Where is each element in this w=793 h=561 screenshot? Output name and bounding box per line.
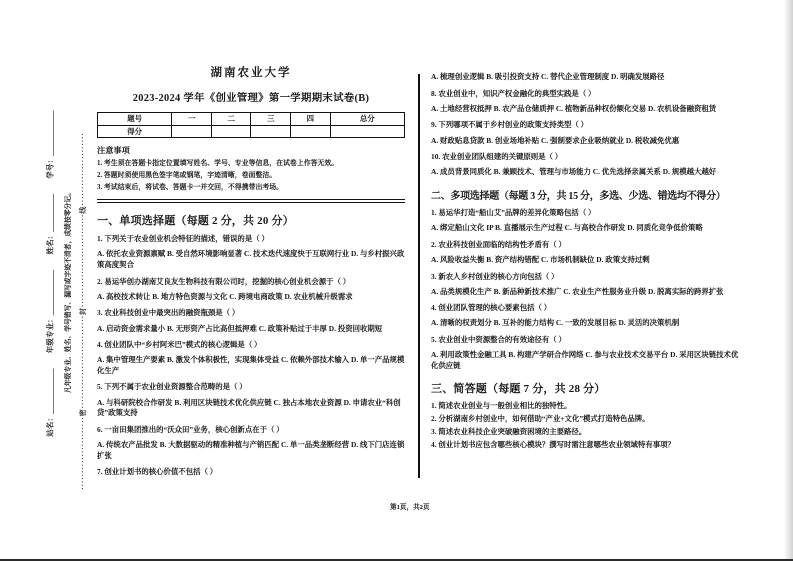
- question-options: A. 土地经营权抵押 B. 农产品仓储质押 C. 植物新品种权份额化交易 D. 农机设备融资租赁: [431, 103, 717, 113]
- notice-item: 1. 考生须在答题卡指定位置填写姓名、学号、专业等信息，在试卷上作答无效。: [97, 159, 339, 167]
- question-options: A. 利用政策性金融工具 B. 构建产学研合作网络 C. 参与农业技术交易平台 D. 采用区块链技术优化供应链: [431, 350, 739, 370]
- section-heading-multi-choice: 二、多项选择题（每题 3 分，共 15 分，多选、少选、错选均不得分）: [431, 190, 726, 202]
- seal-dotted-line: ······················密····························封····························线······················: [79, 132, 87, 490]
- score-label-cell: 得分: [98, 125, 172, 138]
- question-options: A. 品类规模化生产 B. 新品种新技术推广 C. 农业生产性服务业升级 D. 脱离实际的跨界扩张: [431, 286, 724, 296]
- question-options: A. 财政贴息贷款 B. 创业场地补贴 C. 强制要求企业吸纳就业 D. 税收减免优惠: [431, 135, 680, 145]
- question-stem: 7. 创业计划书的核心价值不包括（ ）: [97, 467, 218, 477]
- section-divider: [97, 199, 405, 204]
- score-table-header-cell: 一: [172, 113, 212, 126]
- question-stem: 9. 下列哪项不属于乡村创业的政策支持类型（ ）: [431, 120, 589, 130]
- question-stem: 5. 下列不属于农业创业资源整合范畴的是（ ）: [97, 382, 247, 392]
- question-stem: 8. 农业创业中，知识产权金融化的典型实践是（ ）: [431, 88, 596, 98]
- question-options: A. 与科研院校合作研发 B. 利用区块链技术优化供应链 C. 独占本地农业资源 D. 申请农业“科创贷”政策支持: [97, 397, 401, 418]
- short-answer-item: 2. 分析湖南乡村创业中，如何借助“产业+文化”模式打造特色品牌。: [431, 414, 650, 424]
- question-stem: 4. 创业团队中“乡村阿米巴”模式的核心逻辑是（ ）: [97, 340, 262, 350]
- short-answer-item: 3. 简述农业科技企业突破融资困境的主要路径。: [431, 427, 587, 437]
- score-table-header-cell: 二: [211, 113, 251, 126]
- score-table-header-cell: 三: [251, 113, 291, 126]
- question-stem: 3. 新农人乡村创业的核心方向包括（ ）: [431, 271, 559, 281]
- score-table: [97, 112, 405, 138]
- short-answer-item: 4. 创业计划书应包含哪些核心模块？撰写时需注意哪些农业领域特有事项？: [431, 439, 675, 449]
- question-options: A. 高校技术转让 B. 地方特色资源与文化 C. 跨境电商政策 D. 农业机械升级需求: [97, 291, 353, 301]
- question-stem: 5. 农业创业中资源整合的有效途径有（ ）: [431, 335, 566, 345]
- question-options: A. 绑定船山文化 IP B. 直播展示生产过程 C. 与高校合作研发 D. 同质化竞争低价策略: [431, 223, 703, 233]
- score-cell: [330, 125, 404, 138]
- score-cell: [291, 125, 331, 138]
- question-options: A. 梳理创业逻辑 B. 吸引投资支持 C. 替代企业管理制度 D. 明确发展路径: [431, 72, 665, 81]
- score-table-header-cell: 四: [291, 113, 331, 126]
- question-options: A. 成员背景同质化 B. 兼顾技术、管理与市场能力 C. 优先选择亲属关系 D. 规模越大越好: [431, 167, 717, 177]
- section-heading-short-answer: 三、简答题（每题 7 分，共 28 分）: [431, 383, 606, 396]
- score-table-score-row: [98, 125, 405, 138]
- university-title: 湖南农业大学: [210, 67, 292, 79]
- exam-title: 2023-2024 学年《创业管理》第一学期期末试卷(B): [132, 93, 370, 104]
- question-options: A. 启动资金需求量小 B. 无形资产占比高但抵押难 C. 政策补贴过于丰厚 D. 投资回收期短: [97, 323, 383, 333]
- notice-title: 注意事项: [97, 146, 130, 155]
- question-stem: 1. 易运华打造“船山艾”品牌的差异化策略包括（ ）: [431, 207, 596, 217]
- right-column: [431, 64, 743, 450]
- score-cell: [172, 125, 212, 138]
- notice-item: 3. 考试结束后，将试卷、答题卡一并交回，不得携带出考场。: [97, 183, 284, 191]
- question-stem: 1. 下列关于农业创业机会特征的描述，错误的是（ ）: [97, 234, 269, 244]
- score-table-header-cell: 题号: [98, 113, 172, 126]
- question-stem: 10. 农业创业团队组建的关键原则是（ ）: [431, 152, 563, 162]
- score-cell: [251, 125, 291, 138]
- column-divider: [418, 74, 420, 478]
- notice-item: 2. 答题时须使用黑色签字笔或钢笔，字迹清晰，卷面整洁。: [97, 171, 277, 179]
- question-options: A. 传统农产品批发 B. 大数据驱动的精准种植与产销匹配 C. 单一品类垄断经营 D. 线下门店连锁扩张: [97, 440, 405, 460]
- student-info-line: 站名：＿＿＿＿＿＿ 年级专业：＿＿＿＿＿＿ 姓名：＿＿＿＿＿ 学号：＿＿＿＿＿＿: [45, 110, 55, 437]
- question-stem: 6. 一亩田集团推出的“沃众田”业务，核心创新点在于（ ）: [97, 424, 284, 434]
- question-options: A. 集中管理生产要素 B. 激发个体积极性，实现集体受益 C. 依赖外部技术输入 D. 单一产品规模化生产: [97, 355, 405, 375]
- page-footer: 第1页，共2页: [390, 504, 430, 511]
- question-options: A. 风险收益失衡 B. 资产结构错配 C. 市场机制缺位 D. 政策支持过剩: [431, 254, 650, 264]
- short-answer-item: 1. 简述农业创业与一般创业相比的独特性。: [431, 401, 572, 411]
- section-heading-single-choice: 一、单项选择题（每题 2 分，共 20 分）: [97, 215, 294, 228]
- seal-warning-line: 凡年级专业、姓名、学号错写、漏写或字迹不清者，成绩按零分记。: [65, 189, 72, 393]
- scan-edge-right: [784, 0, 793, 561]
- question-stem: 2. 农业科技创业面临的结构性矛盾有（ ）: [431, 239, 566, 249]
- question-stem: 2. 易运华创办湖南艾良友生物科技有限公司时，挖掘的核心创业机会源于（ ）: [97, 276, 351, 286]
- question-options: A. 清晰的权责划分 B. 互补的能力结构 C. 一致的发展目标 D. 灵活的决策机制: [431, 318, 680, 328]
- question-stem: 4. 创业团队管理的核心要素包括（ ）: [431, 303, 552, 313]
- left-column: [97, 64, 405, 478]
- score-table-header-cell: 总分: [330, 113, 404, 126]
- question-options: A. 依托农业资源禀赋 B. 受自然环境影响显著 C. 技术迭代速度快于互联网行业 D. 与乡村振兴政策高度契合: [97, 249, 405, 269]
- score-table-header-row: [98, 113, 405, 126]
- question-stem: 3. 农业科技创业中最突出的融资瓶颈是（ ）: [97, 308, 240, 318]
- score-cell: [211, 125, 251, 138]
